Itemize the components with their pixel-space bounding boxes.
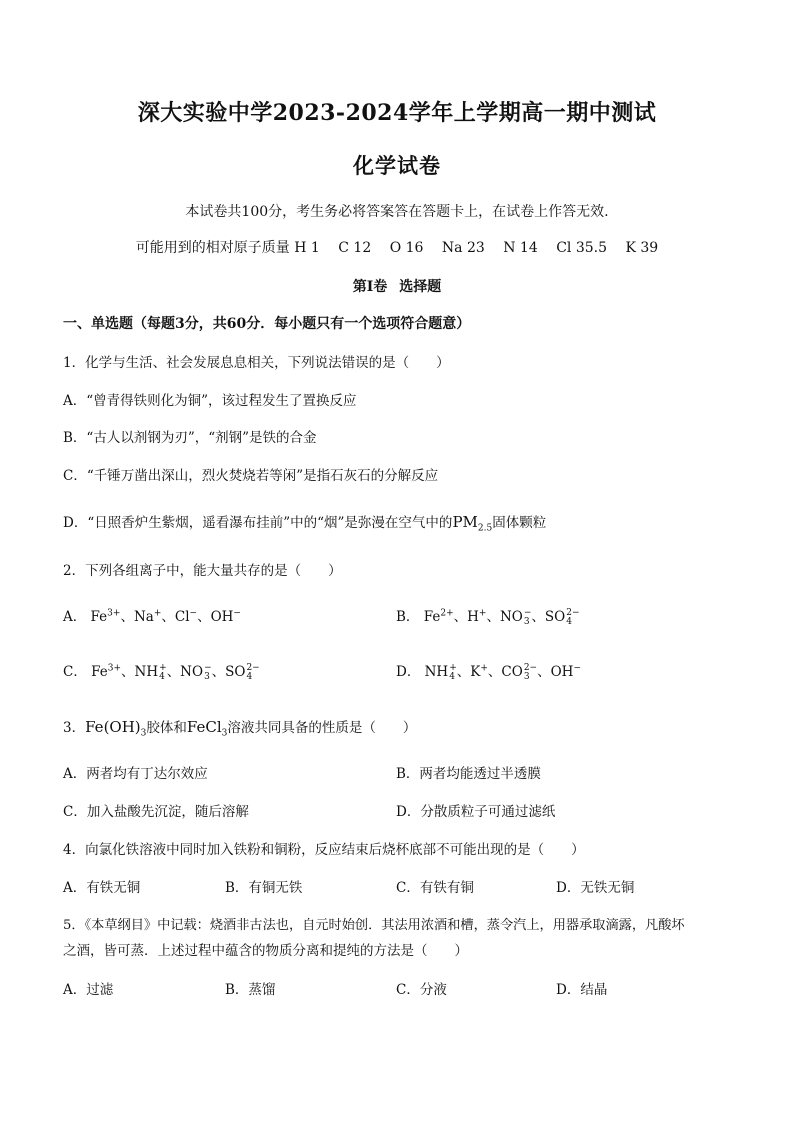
question-4-option-c: C．有铁有铜 <box>396 880 474 896</box>
atomic-mass-item: K 39 <box>625 240 659 256</box>
question-1-stem: 1．化学与生活、社会发展息息相关，下列说法错误的是（ ） <box>63 355 450 371</box>
atomic-mass-item: Cl 35.5 <box>556 240 608 256</box>
question-5-stem-line-1: 5．《本草纲目》中记载：烧酒非古法也，自元时始创．其法用浓酒和槽，蒸令汽上，用器承取滴露，凡酸坏 <box>63 918 685 933</box>
option-label: D． <box>396 664 421 680</box>
question-4-stem: 4．向氯化铁溶液中同时加入铁粉和铜粉，反应结束后烧杯底部不可能出现的是（ ） <box>63 842 585 858</box>
question-2-option-d: D． NH + 4 、K+、CO 2− 3 、OH− <box>396 662 581 682</box>
question-2-stem: 2．下列各组离子中，能大量共存的是（ ） <box>63 563 342 579</box>
exam-title: 深大实验中学2023-2024学年上学期高一期中测试 <box>137 100 657 126</box>
question-1-option-b: B．“古人以剂钢为刃”，“剂钢”是铁的合金 <box>63 430 317 446</box>
atomic-mass-item: C 12 <box>338 240 372 256</box>
atomic-mass-item: H 1 <box>294 240 320 256</box>
question-2-option-b: B． $Fe^{2+}$、H+、NO − 3 、SO 2− 4 <box>396 607 580 627</box>
exam-notice: 本试卷共100分，考生务必将答案答在答题卡上，在试卷上作答无效. <box>185 204 609 220</box>
formula-subscript: 3 <box>140 728 147 739</box>
option-d-text: D．“日照香炉生紫烟，遥看瀑布挂前”中的“烟”是弥漫在空气中的 <box>63 515 453 531</box>
part-name: 选择题 <box>399 279 442 295</box>
exam-subtitle: 化学试卷 <box>353 153 441 178</box>
part-heading <box>0 276 794 296</box>
pm-subscript: 2.5 <box>477 523 493 534</box>
question-1-option-d <box>63 512 546 533</box>
question-number: 3． <box>63 720 86 736</box>
question-3-option-a: A．两者均有丁达尔效应 <box>63 766 208 782</box>
formula-fe: Fe <box>85 718 104 736</box>
option-label: C． <box>63 664 87 680</box>
option-label: B． <box>396 609 420 625</box>
question-2-option-c: C． $Fe^{3+}$、NH + 4 、NO − 3 、SO 2− 4 <box>63 662 260 682</box>
stem-mid: 胶体和 <box>146 720 187 736</box>
question-2-option-a: A． $Fe^{3+}$、Na+、Cl−、OH− <box>63 608 241 625</box>
question-4-option-a: A．有铁无铜 <box>63 880 141 896</box>
question-5-option-b: B．蒸馏 <box>225 982 276 998</box>
option-d-tail: 固体颗粒 <box>492 515 547 531</box>
atomic-mass-item: O 16 <box>389 240 424 256</box>
question-1-option-c: C．“千锤万凿出深山，烈火焚烧若等闲”是指石灰石的分解反应 <box>63 468 439 484</box>
question-3-stem <box>63 717 416 738</box>
section-heading: 一、单选题（每题3分，共60分．每小题只有一个选项符合题意） <box>63 316 471 332</box>
stem-tail: 溶液共同具备的性质是（ ） <box>227 720 417 736</box>
question-3-option-d: D．分散质粒子可通过滤纸 <box>396 804 556 820</box>
question-4-option-b: B．有铜无铁 <box>225 880 303 896</box>
atomic-mass-item: Na 23 <box>441 240 485 256</box>
question-5-option-a: A．过滤 <box>63 982 114 998</box>
question-5-stem-line-2: 之酒，皆可蒸．上述过程中蕴含的物质分离和提纯的方法是（ ） <box>63 943 468 959</box>
formula-fecl: FeCl <box>186 718 222 736</box>
option-label: A． <box>63 609 87 625</box>
atomic-mass-line <box>0 237 794 257</box>
part-label: 第Ⅰ卷 <box>352 279 388 295</box>
question-1-option-a: A．“曾青得铁则化为铜”，该过程发生了置换反应 <box>63 393 357 409</box>
pm-symbol: PM <box>452 513 478 531</box>
question-5-option-c: C．分液 <box>396 982 447 998</box>
formula-subscript: 3 <box>221 728 228 739</box>
question-3-option-b: B．两者均能透过半透膜 <box>396 766 541 782</box>
formula-oh: (OH) <box>103 718 141 736</box>
atomic-mass-label: 可能用到的相对原子质量 <box>135 240 290 256</box>
atomic-mass-item: N 14 <box>503 240 538 256</box>
question-5-option-d: D．结晶 <box>556 982 608 998</box>
question-3-option-c: C．加入盐酸先沉淀，随后溶解 <box>63 804 249 820</box>
question-4-option-d: D．无铁无铜 <box>556 880 635 896</box>
